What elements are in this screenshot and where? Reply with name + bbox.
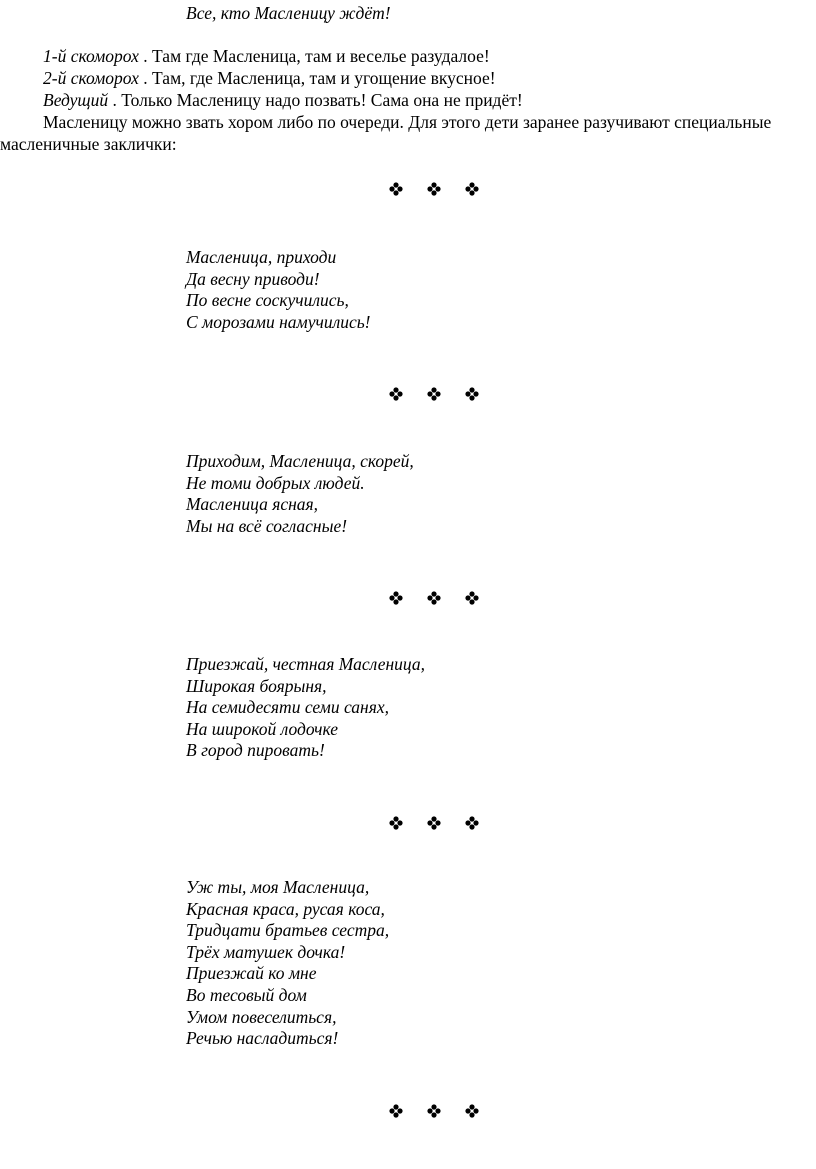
verse-line: С морозами намучились!: [186, 311, 371, 332]
verse-line: Приходим, Масленица, скорей,: [186, 451, 414, 471]
verse-line: Мы на всё согласные!: [186, 515, 348, 536]
verse-line: Речью насладиться!: [186, 1028, 339, 1049]
speaker-name: Ведущий: [43, 90, 109, 110]
verse-line: Приезжай ко мне: [186, 963, 317, 984]
four-petal-flower-icon: [389, 182, 403, 196]
four-petal-flower-icon: [427, 1104, 441, 1118]
verse-line: На широкой лодочке: [186, 718, 338, 739]
four-petal-flower-icon: [427, 816, 441, 830]
verse-line: Красная краса, русая коса,: [186, 898, 385, 919]
four-petal-flower-icon: [389, 387, 403, 401]
verse-line: Умом повеселиться,: [186, 1006, 337, 1027]
verse-line: Масленица, приходи: [186, 247, 337, 267]
verse-1: [186, 247, 371, 333]
ornament-divider: [389, 181, 479, 197]
four-petal-flower-icon: [465, 591, 479, 605]
verse-line: В город пировать!: [186, 740, 325, 761]
verse-line: Приезжай, честная Масленица,: [186, 654, 426, 674]
speaker-name: 1-й скоморох: [43, 46, 139, 66]
four-petal-flower-icon: [465, 182, 479, 196]
intro-line: Все, кто Масленицу ждёт!: [186, 3, 391, 23]
ornament-divider: [389, 590, 479, 606]
verse-line: Трёх матушек дочка!: [186, 941, 346, 962]
four-petal-flower-icon: [427, 591, 441, 605]
four-petal-flower-icon: [465, 1104, 479, 1118]
verse-line: Да весну приводи!: [186, 268, 320, 289]
four-petal-flower-icon: [465, 816, 479, 830]
dialogue-text: . Там где Масленица, там и веселье разудалое!: [138, 46, 490, 66]
verse-2: [186, 451, 414, 537]
verse-line: Не томи добрых людей.: [186, 472, 365, 493]
verse-line: Уж ты, моя Масленица,: [186, 877, 370, 897]
verse-line: Тридцати братьев сестра,: [186, 920, 390, 941]
dialogue-line-3: [43, 89, 523, 111]
dialogue-line-1: [43, 45, 490, 67]
speaker-name: 2-й скоморох: [43, 68, 139, 88]
dialogue-text: . Только Масленицу надо позвать! Сама она не придёт!: [108, 90, 523, 110]
dialogue-line-2: [43, 67, 496, 89]
dialogue-text: . Там, где Масленица, там и угощение вкусное!: [138, 68, 496, 88]
ornament-divider: [389, 1103, 479, 1119]
ornament-divider: [389, 386, 479, 402]
verse-line: По весне соскучились,: [186, 290, 349, 311]
four-petal-flower-icon: [389, 816, 403, 830]
verse-3: [186, 654, 425, 762]
verse-line: Во тесовый дом: [186, 984, 307, 1005]
paragraph-line-1: Масленицу можно звать хором либо по очереди. Для этого дети заранее разучивают специальные: [43, 112, 772, 132]
verse-line: На семидесяти семи санях,: [186, 697, 390, 718]
four-petal-flower-icon: [427, 387, 441, 401]
verse-line: Широкая боярыня,: [186, 675, 327, 696]
four-petal-flower-icon: [465, 387, 479, 401]
four-petal-flower-icon: [389, 591, 403, 605]
four-petal-flower-icon: [389, 1104, 403, 1118]
ornament-divider: [389, 815, 479, 831]
verse-4: [186, 877, 389, 1050]
paragraph-line-2: масленичные заклички:: [0, 134, 177, 154]
verse-line: Масленица ясная,: [186, 494, 319, 515]
four-petal-flower-icon: [427, 182, 441, 196]
